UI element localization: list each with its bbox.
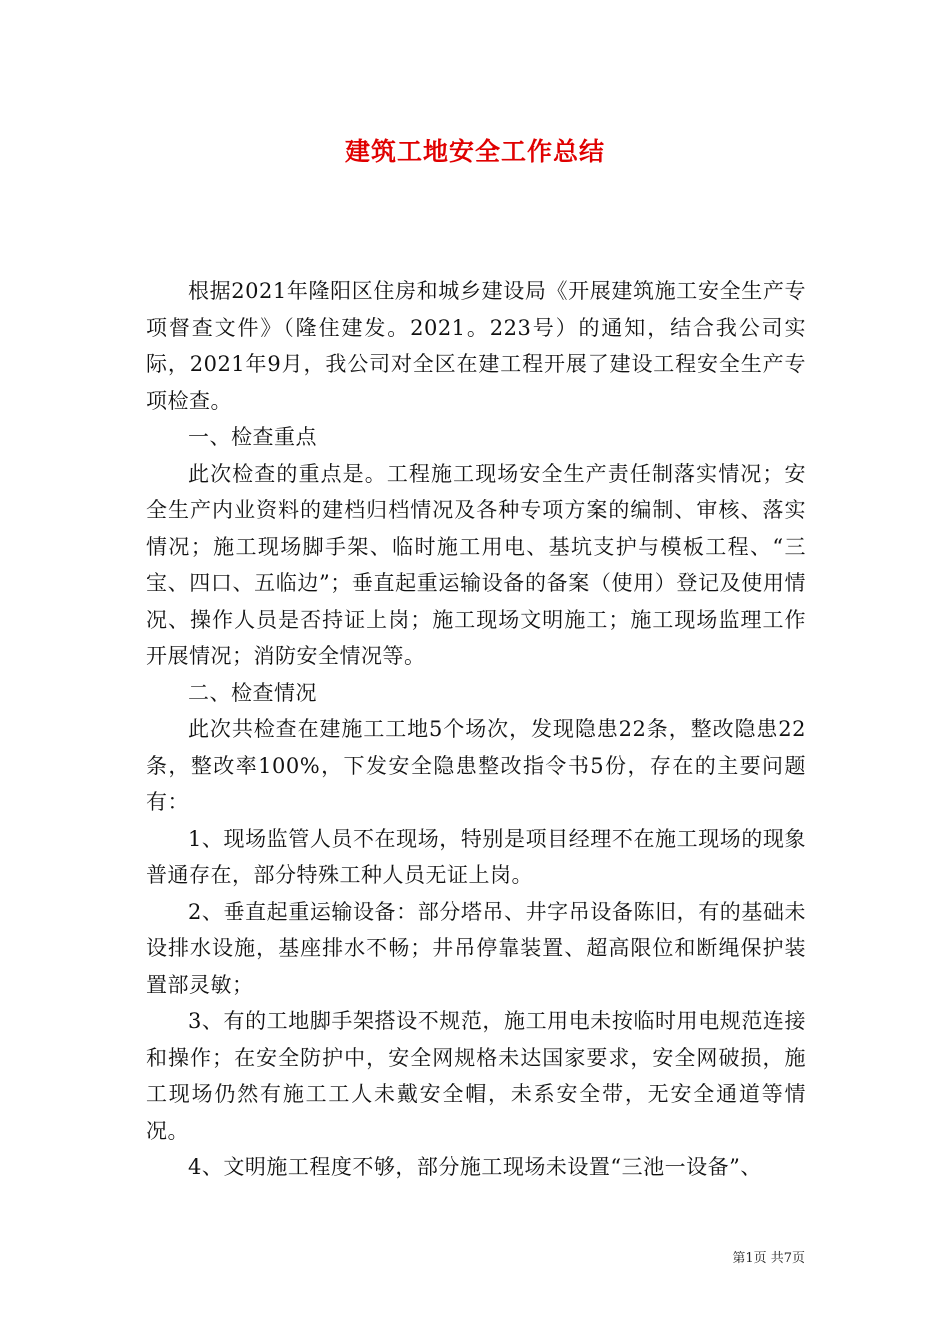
issue-item-1: 1、现场监管人员不在现场，特别是项目经理不在施工现场的现象普通存在，部分特殊工种人员无证上岗。 [146,826,806,887]
section-heading-inspection-focus: 一、检查重点 [188,425,317,449]
intro-paragraph: 根据2021年隆阳区住房和城乡建设局《开展建筑施工安全生产专项督查文件》（隆住建发。2021。223号）的通知，结合我公司实际，2021年9月，我公司对全区在建工程开展了建设工程安全生产专项检查。 [146,279,806,413]
document-body [146,273,806,1186]
issue-item-3: 3、有的工地脚手架搭设不规范，施工用电未按临时用电规范连接和操作；在安全防护中，安全网规格未达国家要求，安全网破损，施工现场仍然有施工工人未戴安全帽，未系安全带，无安全通道等情况。 [146,1009,806,1143]
document-title: 建筑工地安全工作总结 [344,137,605,166]
issue-item-2: 2、垂直起重运输设备：部分塔吊、井字吊设备陈旧，有的基础未设排水设施，基座排水不畅；井吊停靠装置、超高限位和断绳保护装置部灵敏； [146,899,806,997]
inspection-focus-paragraph: 此次检查的重点是。工程施工现场安全生产责任制落实情况；安全生产内业资料的建档归档情况及各种专项方案的编制、审核、落实情况；施工现场脚手架、临时施工用电、基坑支护与模板工程、“三宝、四口、五临边”；垂直起重运输设备的备案（使用）登记及使用情况、操作人员是否持证上岗；施工现场文明施工；施工现场监理工作开展情况；消防安全情况等。 [146,461,806,668]
page-number-footer: 第1页 共7页 [732,1251,805,1266]
section-heading-inspection-status: 二、检查情况 [188,680,317,705]
inspection-status-paragraph: 此次共检查在建施工工地5个场次，发现隐患22条，整改隐患22条，整改率100%，下发安全隐患整改指令书5份，存在的主要问题有： [146,717,806,814]
issue-item-4: 4、文明施工程度不够，部分施工现场未设置“三池一设备”、 [188,1155,762,1179]
